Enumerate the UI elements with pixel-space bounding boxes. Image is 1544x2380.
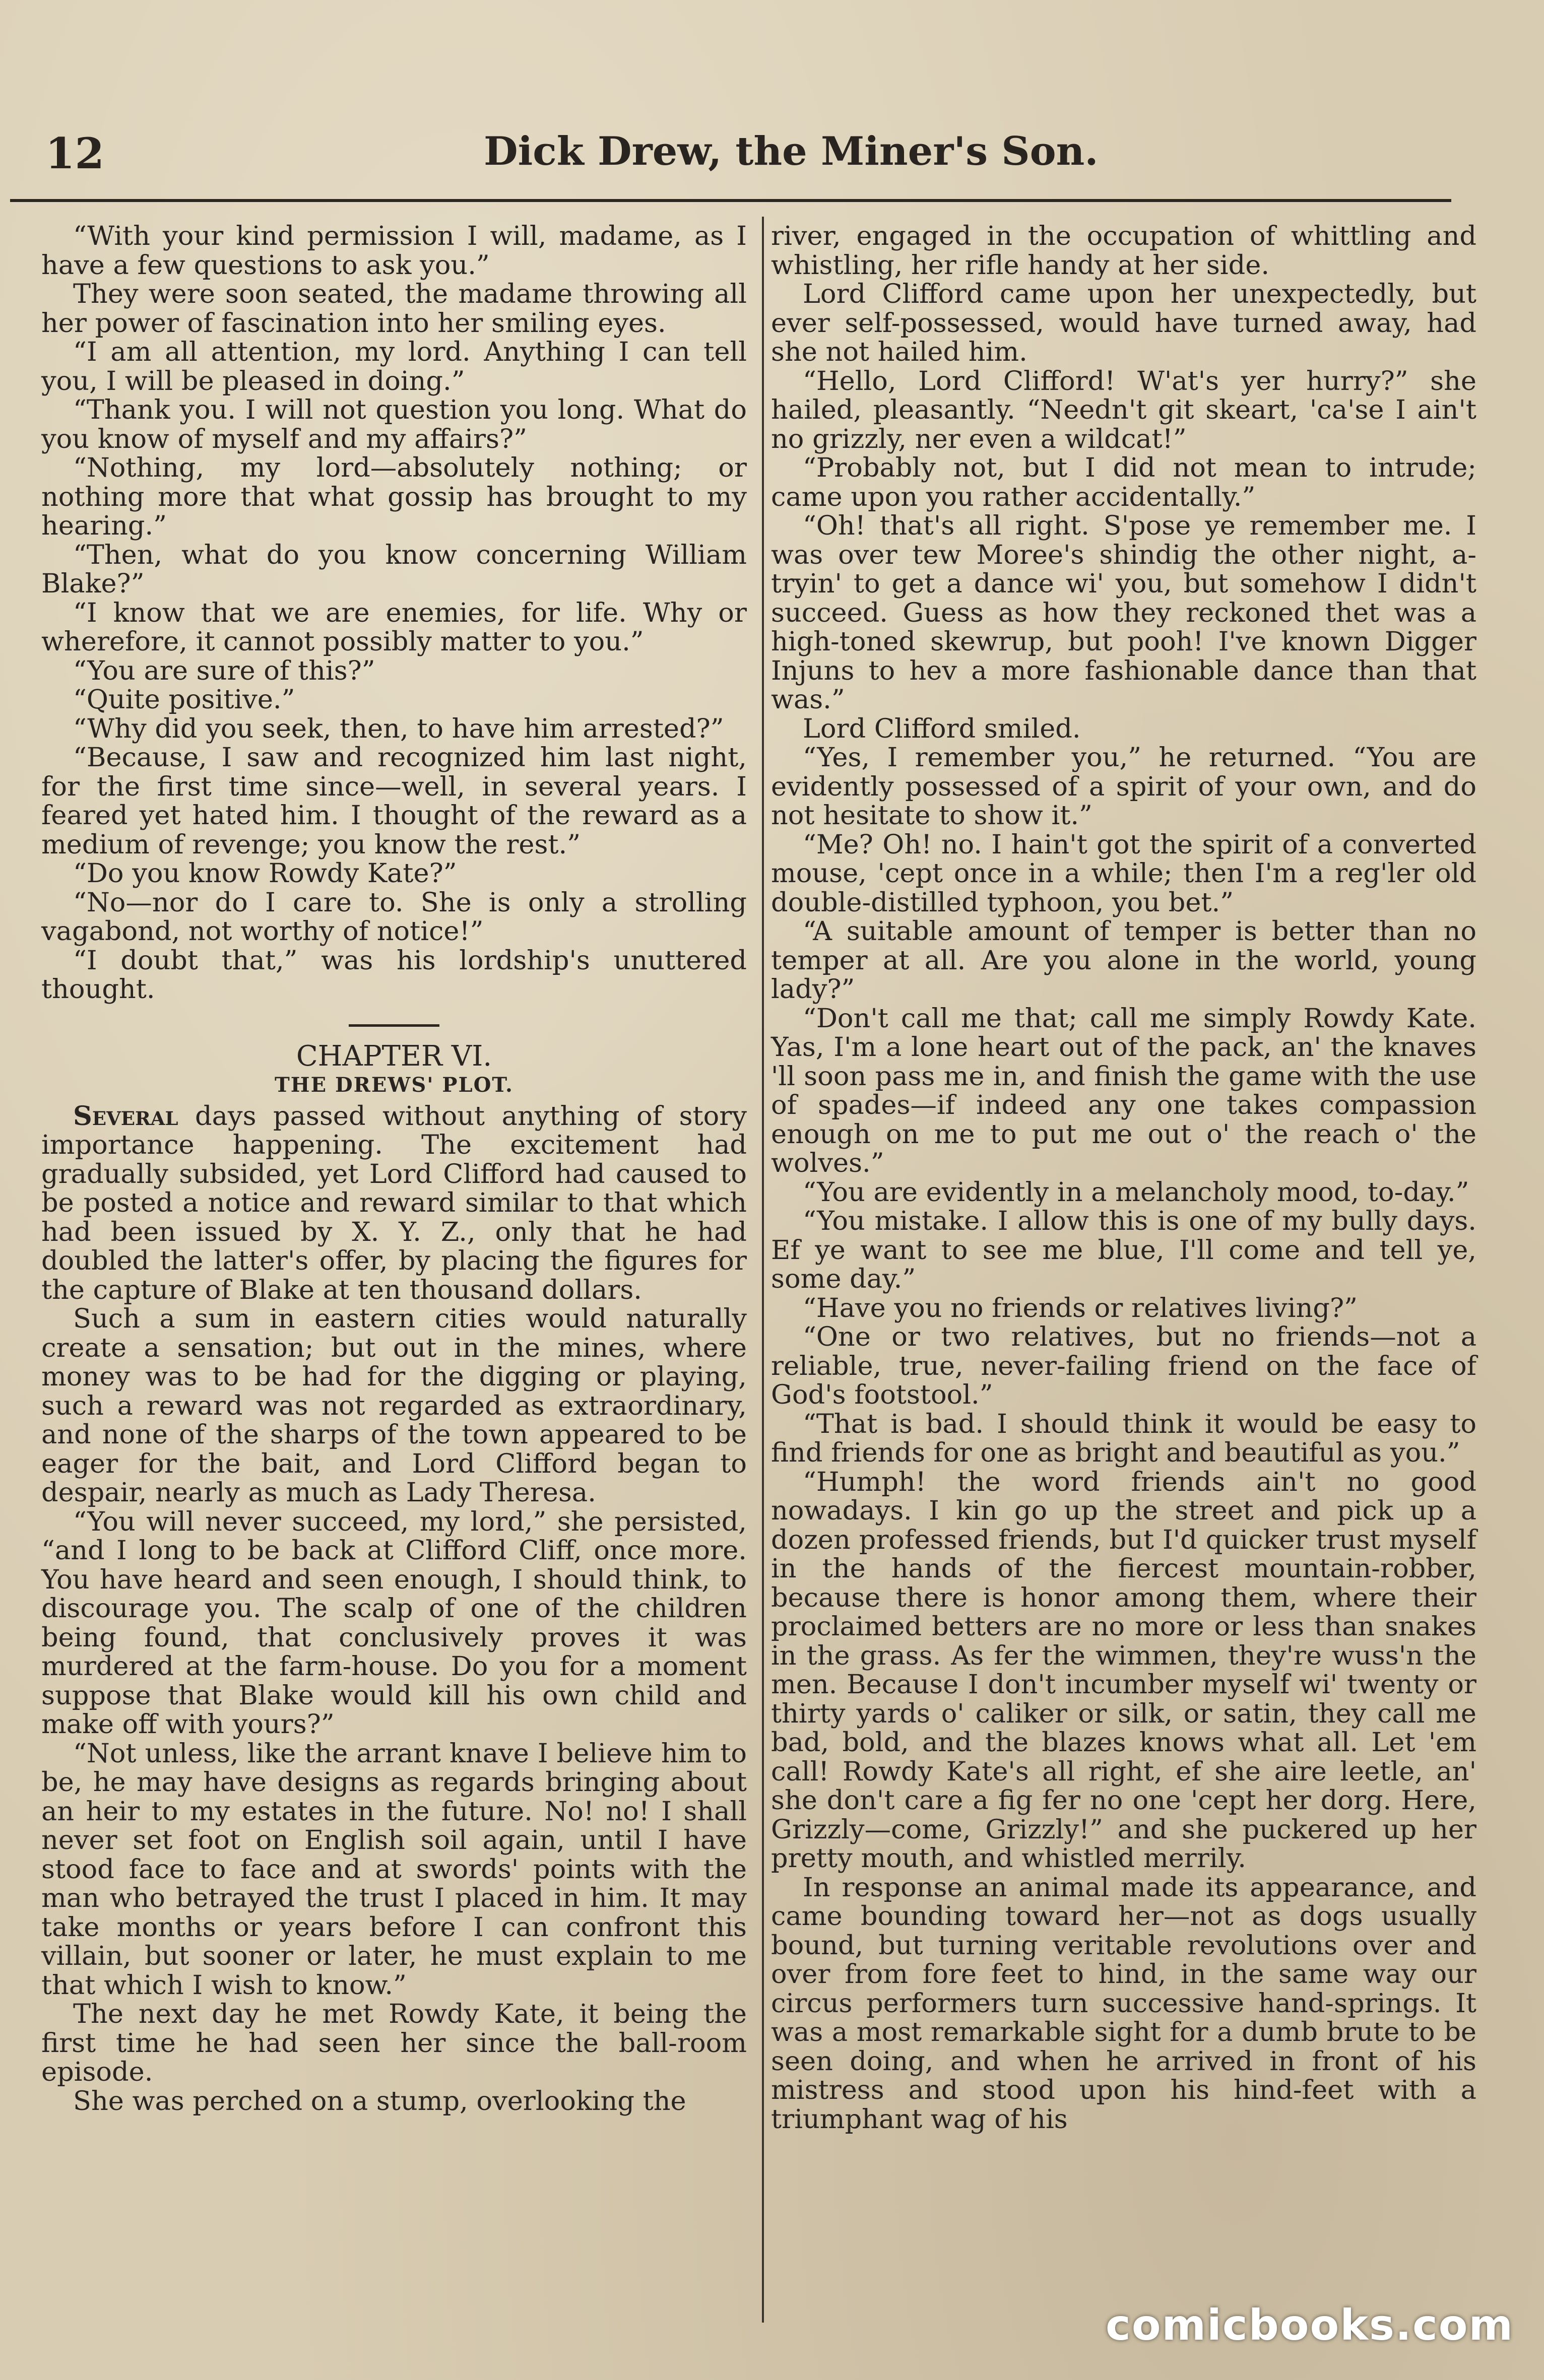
paragraph: “A suitable amount of temper is better than no temper at all. Are you alone in the world, young lady?”: [771, 916, 1476, 1005]
paragraph: “You are evidently in a melancholy mood, to-day.”: [803, 1176, 1469, 1208]
paragraph: “I know that we are enemies, for life. Why or wherefore, it cannot possibly matter to you.”: [41, 597, 747, 657]
right-column: [771, 222, 1476, 2134]
chapter-title: CHAPTER VI.: [296, 1039, 492, 1073]
paragraph: “With your kind permission I will, madame, as I have a few questions to ask you.”: [41, 221, 747, 281]
paragraph: Such a sum in eastern cities would naturally create a sensation; but out in the mines, where money was to be had for the digging or playing, such a reward was not regarded as extraordinary, and none of the sharps of the town appeared to be eager for the bait, and Lord Clifford began to despair, nearly as much as Lady Theresa.: [41, 1303, 747, 1508]
chapter-opening-paragraph: [41, 1102, 747, 1305]
paragraph: Lord Clifford came upon her unexpectedly, but ever self-possessed, would have turned away, had she not hailed him.: [771, 279, 1476, 367]
paragraph: “Probably not, but I did not mean to intrude; came upon you rather accidentally.”: [771, 452, 1476, 512]
paragraph: “One or two relatives, but no friends—not a reliable, true, never-failing friend on the face of God's footstool.”: [771, 1321, 1476, 1410]
paragraph: “Nothing, my lord—absolutely nothing; or nothing more that what gossip has brought to my hearing.”: [41, 452, 747, 541]
paragraph: “That is bad. I should think it would be easy to find friends for one as bright and beautiful as you.”: [771, 1408, 1476, 1468]
paragraph: Lord Clifford smiled.: [803, 713, 1081, 744]
page-header: [35, 128, 1456, 189]
paragraph: “I doubt that,” was his lordship's unuttered thought.: [41, 945, 747, 1005]
drop-word: Several: [73, 1100, 178, 1132]
paragraph: “Yes, I remember you,” he returned. “You are evidently possessed of a spirit of your own, and do not hesitate to show it.”: [771, 742, 1476, 831]
paragraph: “I am all attention, my lord. Anything I can tell you, I will be pleased in doing.”: [41, 337, 747, 396]
paragraph: In response an animal made its appearance, and came bounding toward her—not as dogs usually bound, but turning veritable revolutions over and over from fore feet to hind, in the same way our circus performers turn successive hand-springs. It was a most remarkable sight for a dumb brute to be seen doing, and when he arrived in front of his mistress and stood upon his hind-feet with a triumphant wag of his: [771, 1872, 1476, 2135]
paragraph: “You mistake. I allow this is one of my bully days. Ef ye want to see me blue, I'll come and tell ye, some day.”: [771, 1206, 1476, 1294]
continued-paragraph: river, engaged in the occupation of whittling and whistling, her rifle handy at her side.: [771, 221, 1476, 281]
paragraph: “Don't call me that; call me simply Rowdy Kate. Yas, I'm a lone heart out of the pack, an' the knaves 'll soon pass me in, and finish the game with the use of spades—if indeed any one takes compassion enough on me to put me out o' the reach o' the wolves.”: [771, 1003, 1476, 1178]
paragraph: “Me? Oh! no. I hain't got the spirit of a converted mouse, 'cept once in a while; then I'm a reg'ler old double-distilled typhoon, you bet.”: [771, 829, 1476, 918]
chapter-subtitle: THE DREWS' PLOT.: [275, 1073, 513, 1097]
paragraph: “Humph! the word friends ain't no good nowadays. I kin go up the street and pick up a dozen professed friends, but I'd quicker trust myself in the hands of the fiercest mountain-robber, because there is honor among them, where their proclaimed betters are no more or less than snakes in the grass. As fer the wimmen, they're wuss'n the men. Because I don't incumber myself wi' twenty or thirty yards o' caliker or silk, or satin, they call me bad, bold, and the blazes knows what all. Let 'em call! Rowdy Kate's all right, ef she aire leetle, an' she don't care a fig fer no one 'cept her dorg. Here, Grizzly—come, Grizzly!” and she puckered up her pretty mouth, and whistled merrily.: [771, 1466, 1476, 1874]
opening-text: days passed without anything of story importance happening. The excitement had gradually subsided, yet Lord Clifford had caused to be posted a notice and reward similar to that which had been issued by X. Y. Z., only that he had doubled the latter's offer, by placing the figures for the capture of Blake at ten thousand dollars.: [41, 1100, 747, 1305]
paragraph: They were soon seated, the madame throwing all her power of fascination into her smiling eyes.: [41, 279, 747, 339]
column-divider: [762, 217, 764, 2323]
paragraph: “Quite positive.”: [73, 684, 295, 715]
paragraph: “Then, what do you know concerning William Blake?”: [41, 539, 747, 599]
paragraph: “Hello, Lord Clifford! W'at's yer hurry?” she hailed, pleasantly. “Needn't git skeart, 'ca'se I ain't no grizzly, ner even a wildcat!”: [771, 365, 1476, 454]
paragraph: The next day he met Rowdy Kate, it being the first time he had seen her since the ball-room episode.: [41, 1999, 747, 2087]
paragraph: “Because, I saw and recognized him last night, for the first time since—well, in several years. I feared yet hated him. I thought of the reward as a medium of revenge; you know the rest.”: [41, 742, 747, 860]
site-watermark: comicbooks.com: [1106, 2300, 1514, 2350]
paragraph: “No—nor do I care to. She is only a strolling vagabond, not worthy of notice!”: [41, 887, 747, 947]
paragraph: “Do you know Rowdy Kate?”: [73, 858, 457, 889]
paragraph: “Not unless, like the arrant knave I believe him to be, he may have designs as regards bringing about an heir to my estates in the future. No! no! I shall never set foot on English soil again, until I have stood face to face and at swords' points with the man who betrayed the trust I placed in him. It may take months or years before I can confront this villain, but sooner or later, he must explain to me that which I wish to know.”: [41, 1738, 747, 2001]
section-rule: [349, 1024, 439, 1027]
header-rule: [10, 199, 1451, 202]
running-title: Dick Drew, the Miner's Son.: [484, 128, 1099, 174]
paragraph: “Have you no friends or relatives living?”: [803, 1292, 1358, 1324]
paragraph: “Thank you. I will not question you long. What do you know of myself and my affairs?”: [41, 394, 747, 454]
paragraph: “Oh! that's all right. S'pose ye remember me. I was over tew Moree's shindig the other night, a-tryin' to get a dance wi' you, but somehow I didn't succeed. Guess as how they reckoned thet was a high-toned skewrup, but pooh! I've known Digger Injuns to hev a more fashionable dance than that was.”: [771, 510, 1476, 715]
paragraph: She was perched on a stump, overlooking the: [73, 2085, 686, 2117]
paragraph: “Why did you seek, then, to have him arrested?”: [73, 713, 724, 744]
left-column: [41, 222, 747, 2115]
paragraph: “You are sure of this?”: [73, 655, 375, 686]
paragraph: “You will never succeed, my lord,” she persisted, “and I long to be back at Clifford Cliff, once more. You have heard and seen enough, I should think, to discourage you. The scalp of one of the children being found, that conclusively proves it was murdered at the farm-house. Do you for a moment suppose that Blake would kill his own child and make off with yours?”: [41, 1506, 747, 1740]
page-number: 12: [45, 128, 104, 178]
